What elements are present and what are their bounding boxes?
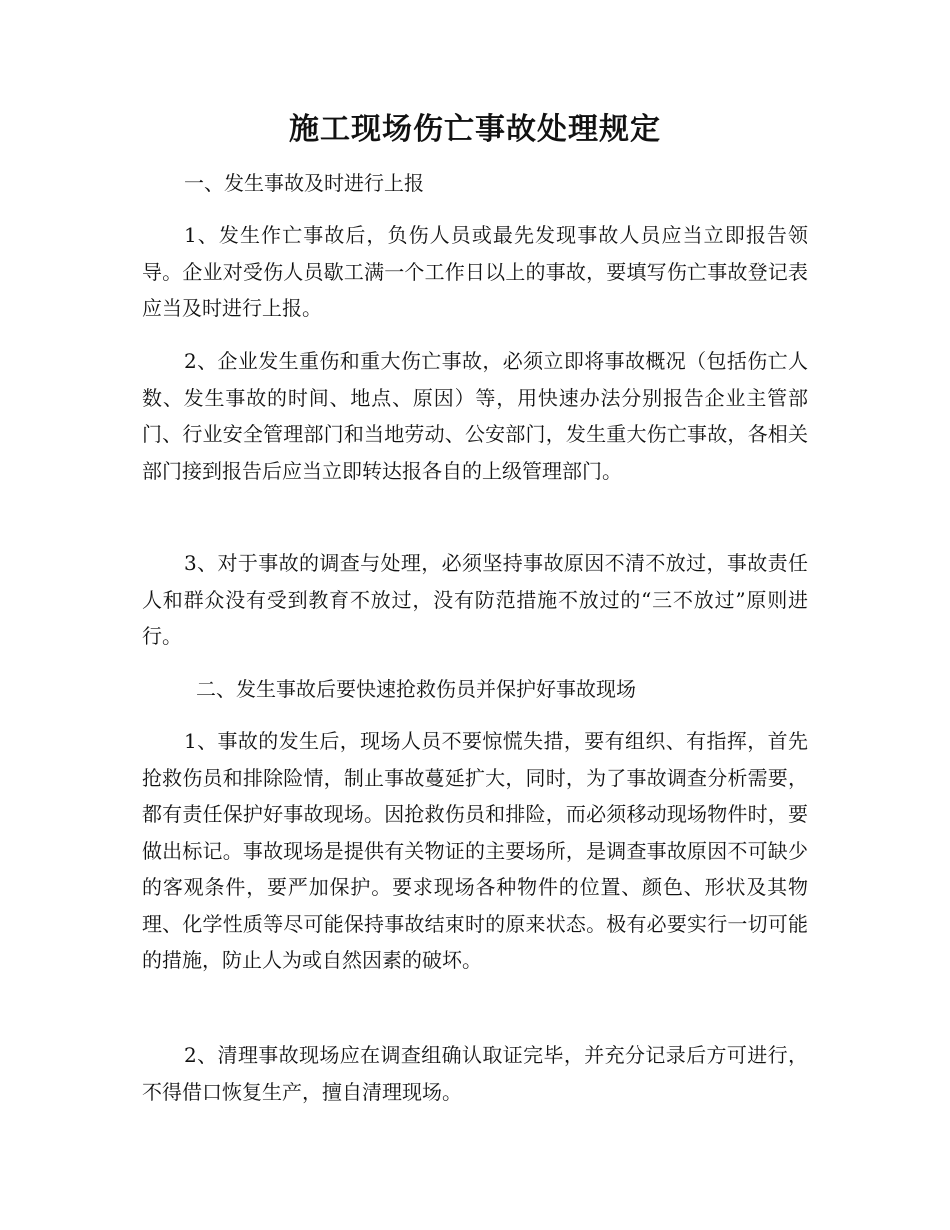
paragraph: 2、清理事故现场应在调查组确认取证完毕，并充分记录后方可进行，不得借口恢复生产，擅自清理现场。 [142,1043,808,1104]
paragraph: 3、对于事故的调查与处理，必须坚持事故原因不清不放过，事故责任人和群众没有受到教育不放过，没有防范措施不放过的“三不放过”原则进行。 [142,551,808,648]
paragraph: 2、企业发生重伤和重大伤亡事故，必须立即将事故概况（包括伤亡人数、发生事故的时间、地点、原因）等，用快速办法分别报告企业主管部门、行业安全管理部门和当地劳动、公安部门，发生重大伤亡事故，各相关部门接到报告后应当立即转达报各自的上级管理部门。 [142,349,808,483]
document-title: 施工现场伤亡事故处理规定 [289,112,661,147]
section-heading-2: 二、发生事故后要快速抢救伤员并保护好事故现场 [196,677,636,701]
section-heading-1: 一、发生事故及时进行上报 [184,171,424,195]
paragraph: 1、发生作亡事故后，负伤人员或最先发现事故人员应当立即报告领导。企业对受伤人员歇工满一个工作日以上的事故，要填写伤亡事故登记表应当及时进行上报。 [142,223,808,320]
paragraph: 1、事故的发生后，现场人员不要惊慌失措，要有组织、有指挥，首先抢救伤员和排除险情，制止事故蔓延扩大，同时，为了事故调查分析需要，都有责任保护好事故现场。因抢救伤员和排险，而必须移动现场物件时，要做出标记。事故现场是提供有关物证的主要场所，是调查事故原因不可缺少的客观条件，要严加保护。要求现场各种物件的位置、颜色、形状及其物理、化学性质等尽可能保持事故结束时的原来状态。极有必要实行一切可能的措施，防止人为或自然因素的破坏。 [142,729,808,972]
